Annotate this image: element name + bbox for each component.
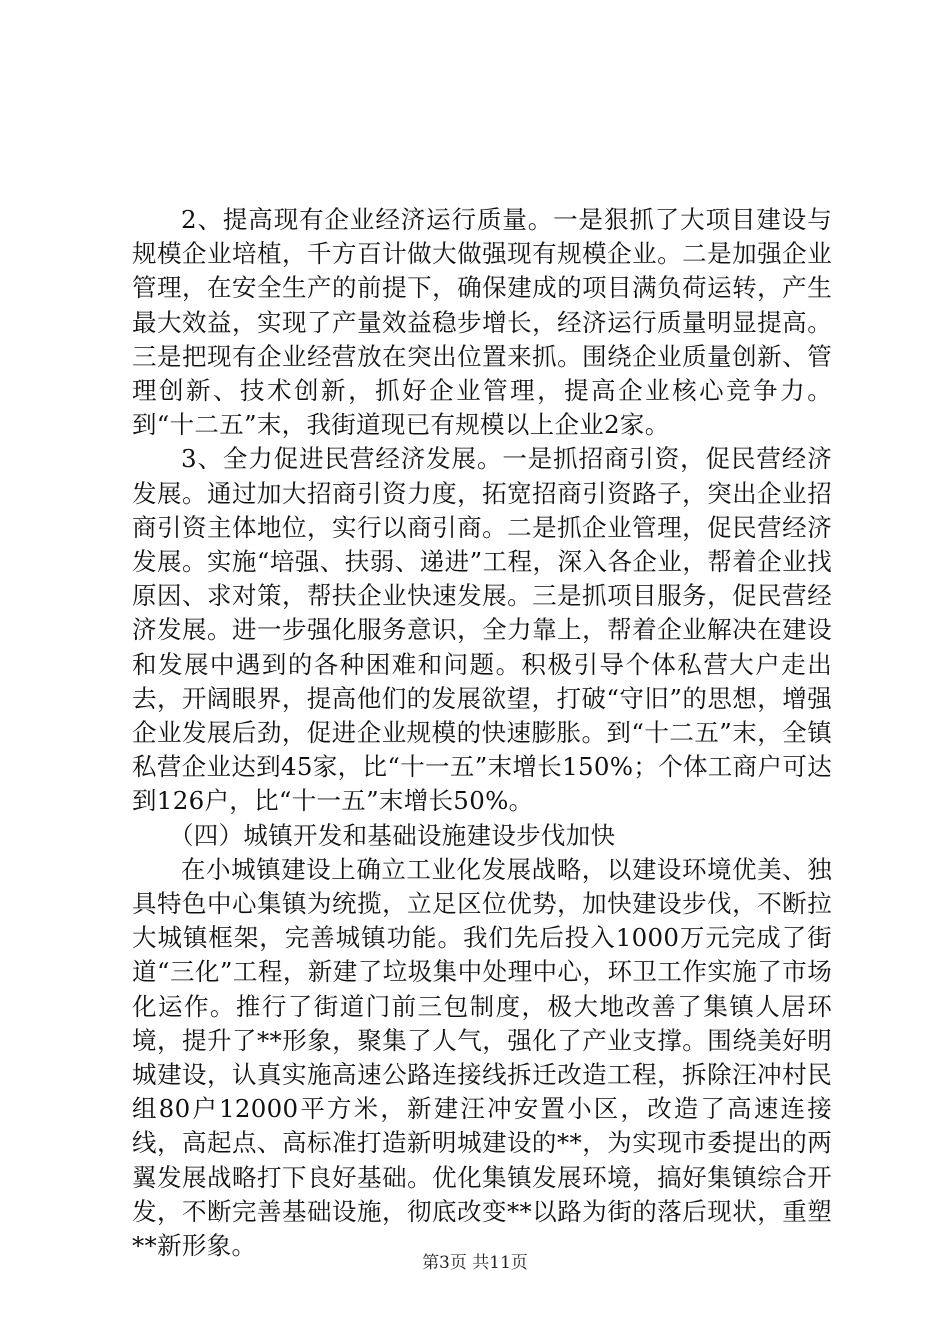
section-heading: （四）城镇开发和基础设施建设步伐加快 bbox=[169, 820, 616, 850]
document-body bbox=[132, 203, 832, 1263]
paragraph-private-economy: 3、全力促进民营经济发展。一是抓招商引资，促民营经济发展。通过加大招商引资力度，拓宽招商引资路子，突出企业招商引资主体地位，实行以商引商。二是抓企业管理，促民营经济发展。实施“培强、扶弱、递进”工程，深入各企业，帮着企业找原因、求对策，帮扶企业快速发展。三是抓项目服务，促民营经济发展。进一步强化服务意识，全力靠上，帮着企业解决在建设和发展中遇到的各种困难和问题。积极引导个体私营大户走出去，开阔眼界，提高他们的发展欲望，打破“守旧”的思想，增强企业发展后劲，促进企业规模的快速膨胀。到“十二五”末，全镇私营企业达到45家，比“十一五”末增长150%；个体工商户可达到126户，比“十一五”末增长50%。 bbox=[132, 444, 832, 816]
page-number-footer: 第3页 共11页 bbox=[422, 1253, 528, 1273]
paragraph-town-development: 在小城镇建设上确立工业化发展战略，以建设环境优美、独具特色中心集镇为统揽，立足区位优势，加快建设步伐，不断拉大城镇框架，完善城镇功能。我们先后投入1000万元完成了街道“三化”工程，新建了垃圾集中处理中心，环卫工作实施了市场化运作。推行了街道门前三包制度，极大地改善了集镇人居环境，提升了**形象，聚集了人气，强化了产业支撑。围绕美好明城建设，认真实施高速公路连接线拆迁改造工程，拆除汪冲村民组80户12000平方米，新建汪冲安置小区，改造了高速连接线，高起点、高标准打造新明城建设的**，为实现市委提出的两翼发展战略打下良好基础。优化集镇发展环境，搞好集镇综合开发，不断完善基础设施，彻底改变**以路为街的落后现状，重塑**新形象。 bbox=[132, 854, 832, 1261]
paragraph-enterprise-quality: 2、提高现有企业经济运行质量。一是狠抓了大项目建设与规模企业培植，千方百计做大做强现有规模企业。二是加强企业管理，在安全生产的前提下，确保建成的项目满负荷运转，产生最大效益，实现了产量效益稳步增长，经济运行质量明显提高。三是把现有企业经营放在突出位置来抓。围绕企业质量创新、管理创新、技术创新，抓好企业管理，提高企业核心竞争力。到“十二五”末，我街道现已有规模以上企业2家。 bbox=[132, 205, 832, 440]
